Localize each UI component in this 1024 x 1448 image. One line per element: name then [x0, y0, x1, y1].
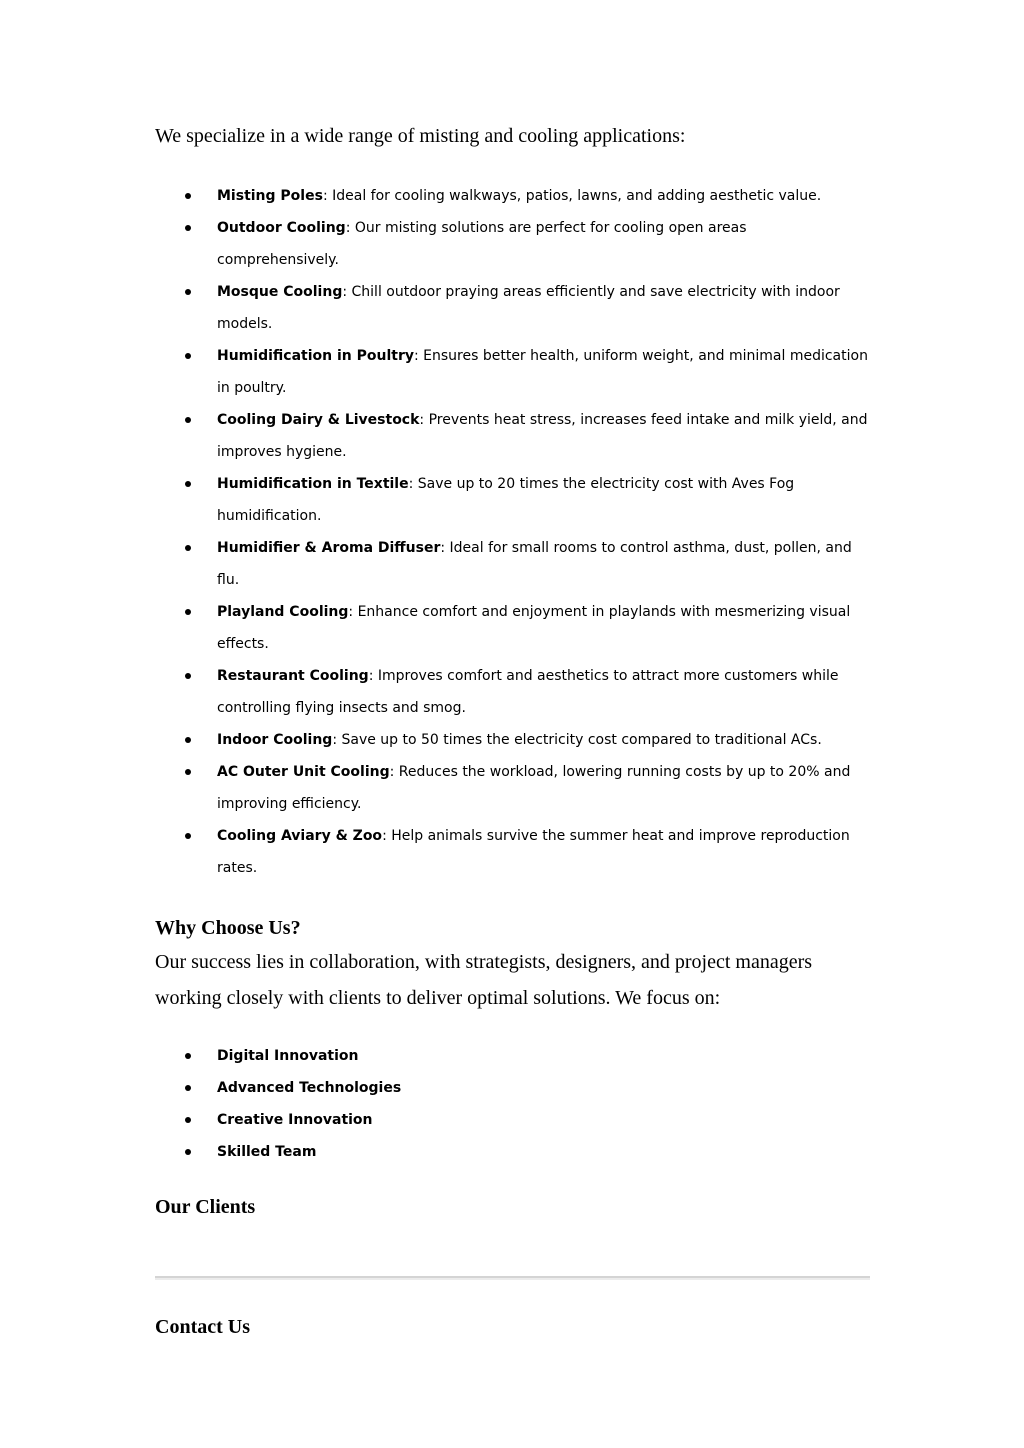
- list-item: [155, 660, 870, 724]
- item-text: : Improves comfort and aesthetics to attract more customers while controlling flying insects and smog.: [217, 668, 839, 716]
- item-label: Skilled Team: [217, 1144, 317, 1160]
- section-divider: [155, 1276, 870, 1280]
- item-text: : Prevents heat stress, increases feed intake and milk yield, and improves hygiene.: [217, 412, 868, 460]
- list-item: [155, 724, 870, 756]
- bullet-icon: [185, 193, 191, 199]
- list-item: [155, 1072, 870, 1104]
- bullet-icon: [185, 769, 191, 775]
- list-item: [155, 532, 870, 596]
- item-text: : Reduces the workload, lowering running costs by up to 20% and improving efficiency.: [217, 764, 851, 812]
- item-label: Mosque Cooling: [217, 284, 343, 300]
- contact-us-heading: Contact Us: [155, 1316, 250, 1338]
- item-label: Digital Innovation: [217, 1048, 359, 1064]
- bullet-icon: [185, 545, 191, 551]
- bullet-icon: [185, 609, 191, 615]
- bullet-icon: [185, 481, 191, 487]
- why-choose-us-paragraph: Our success lies in collaboration, with strategists, designers, and project managers working closely with clients to deliver optimal solutions. We focus on:: [155, 951, 813, 1009]
- item-label: Indoor Cooling: [217, 732, 333, 748]
- item-label: AC Outer Unit Cooling: [217, 764, 390, 780]
- bullet-icon: [185, 1085, 191, 1091]
- list-item: [155, 596, 870, 660]
- why-choose-us-heading: Why Choose Us?: [155, 917, 301, 939]
- list-item: [155, 1104, 870, 1136]
- bullet-icon: [185, 353, 191, 359]
- list-item: [155, 1040, 870, 1072]
- item-text: : Save up to 20 times the electricity cost with Aves Fog humidification.: [217, 476, 795, 524]
- bullet-icon: [185, 225, 191, 231]
- bullet-icon: [185, 289, 191, 295]
- bullet-icon: [185, 1117, 191, 1123]
- bullet-icon: [185, 673, 191, 679]
- intro-paragraph: We specialize in a wide range of misting and cooling applications:: [155, 125, 686, 147]
- item-label: Cooling Dairy & Livestock: [217, 412, 420, 428]
- item-label: Outdoor Cooling: [217, 220, 346, 236]
- focus-list: [155, 1040, 870, 1168]
- item-label: Creative Innovation: [217, 1112, 373, 1128]
- item-text: : Save up to 50 times the electricity cost compared to traditional ACs.: [332, 732, 822, 748]
- list-item: [155, 468, 870, 532]
- item-label: Advanced Technologies: [217, 1080, 402, 1096]
- our-clients-heading: Our Clients: [155, 1196, 256, 1218]
- document-page: [155, 118, 870, 1341]
- list-item: [155, 212, 870, 276]
- list-item: [155, 756, 870, 820]
- item-text: : Help animals survive the summer heat and improve reproduction rates.: [217, 828, 850, 876]
- list-item: [155, 340, 870, 404]
- item-text: : Our misting solutions are perfect for cooling open areas comprehensively.: [217, 220, 747, 268]
- bullet-icon: [185, 833, 191, 839]
- list-item: [155, 276, 870, 340]
- bullet-icon: [185, 1149, 191, 1155]
- list-item: [155, 180, 870, 212]
- item-text: : Ideal for cooling walkways, patios, lawns, and adding aesthetic value.: [322, 188, 822, 204]
- item-label: Humidification in Textile: [217, 476, 409, 492]
- item-label: Humidification in Poultry: [217, 348, 414, 364]
- list-item: [155, 820, 870, 884]
- bullet-icon: [185, 1053, 191, 1059]
- item-text: : Ensures better health, uniform weight, and minimal medication in poultry.: [217, 348, 868, 396]
- item-label: Restaurant Cooling: [217, 668, 369, 684]
- applications-list: [155, 180, 870, 884]
- item-label: Humidifier & Aroma Diffuser: [217, 540, 441, 556]
- item-label: Playland Cooling: [217, 604, 349, 620]
- list-item: [155, 1136, 870, 1168]
- item-text: : Chill outdoor praying areas efficiently and save electricity with indoor models.: [217, 284, 840, 332]
- list-item: [155, 404, 870, 468]
- item-label: Misting Poles: [217, 188, 323, 204]
- bullet-icon: [185, 737, 191, 743]
- item-label: Cooling Aviary & Zoo: [217, 828, 383, 844]
- item-text: : Enhance comfort and enjoyment in playlands with mesmerizing visual effects.: [217, 604, 851, 652]
- bullet-icon: [185, 417, 191, 423]
- item-text: : Ideal for small rooms to control asthma, dust, pollen, and flu.: [217, 540, 852, 588]
